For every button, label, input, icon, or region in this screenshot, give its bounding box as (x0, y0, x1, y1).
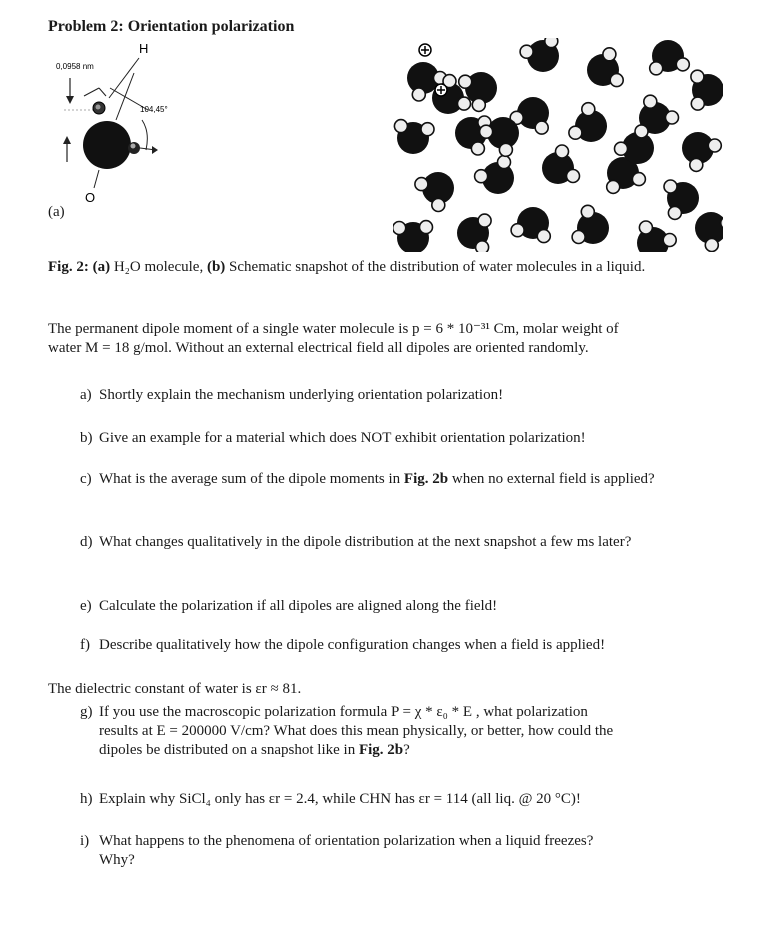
hydrogen-atom (572, 231, 585, 244)
question-text: Shortly explain the mechanism underlying orientation polarization! (99, 387, 504, 403)
hydrogen-atom (458, 97, 471, 110)
hydrogen-atom (705, 239, 718, 252)
hydrogen-atom (476, 241, 489, 252)
question-e (80, 597, 740, 616)
question-label: h) (80, 791, 93, 807)
hydrogen-atom (581, 205, 594, 218)
caption-part-a: (a) (92, 259, 111, 275)
hydrogen-atom (639, 221, 652, 234)
hydrogen-atom (459, 75, 472, 88)
hydrogen-label: H (139, 41, 149, 56)
question-i-line-1: What happens to the phenomena of orientation polarization when a liquid freezes? (99, 833, 594, 849)
question-label: c) (80, 471, 92, 487)
bond-angle-label: 104,45° (140, 105, 168, 114)
hydrogen-atom (632, 173, 645, 186)
hydrogen-atom (475, 170, 488, 183)
figure-reference: Fig. 2b (403, 471, 449, 487)
hydrogen-atom (615, 142, 628, 155)
figure-panel-label-a: (a) (48, 204, 65, 220)
question-g-line-3-text: dipoles be distributed on a snapshot like in (99, 742, 356, 758)
problem-title: Problem 2: Orientation polarization (48, 18, 295, 35)
hydrogen-atom (537, 230, 550, 243)
question-label: b) (80, 430, 93, 446)
intro-paragraph (48, 320, 740, 358)
hydrogen-atom (511, 224, 524, 237)
hydrogen-atom (480, 125, 493, 138)
figure-caption (48, 258, 740, 277)
caption-text-a: H₂O molecule, (113, 259, 204, 275)
question-d (80, 533, 740, 552)
question-label: i) (80, 833, 90, 849)
hydrogen-atom (535, 121, 548, 134)
oxygen-label: O (85, 190, 96, 205)
hydrogen-atom (432, 199, 445, 212)
hydrogen-atom (478, 214, 491, 227)
hydrogen-atom (420, 221, 433, 234)
hydrogen-atom (664, 180, 677, 193)
hydrogen-atom (650, 62, 663, 75)
question-i (80, 832, 740, 870)
hydrogen-atom (545, 38, 558, 48)
hydrogen-atom (394, 120, 407, 133)
caption-label: Fig. 2: (48, 259, 89, 275)
hydrogen-atom (666, 111, 679, 124)
hydrogen-atom (569, 126, 582, 139)
question-label: a) (80, 387, 92, 403)
hydrogen-atom (691, 70, 704, 83)
question-b (80, 429, 740, 448)
question-text: Describe qualitatively how the dipole configuration changes when a field is applied! (99, 637, 606, 653)
hydrogen-atom (499, 143, 512, 156)
question-label: f) (80, 637, 90, 653)
question-text: Explain why SiCl₄ only has εr = 2.4, while CHN has εr = 114 (all liq. @ 20 °C)! (99, 791, 581, 807)
hydrogen-atom (690, 158, 703, 171)
question-label: g) (80, 704, 93, 720)
dielectric-constant-text: The dielectric constant of water is εr ≈ 81. (48, 681, 302, 697)
question-text: Give an example for a material which does NOT exhibit orientation polarization! (99, 430, 586, 446)
figure-reference: Fig. 2b (358, 742, 404, 758)
hydrogen-atom (472, 98, 485, 111)
question-f (80, 636, 740, 655)
hydrogen-atom (607, 180, 620, 193)
hydrogen-atom (567, 170, 580, 183)
water-molecule-figure (44, 40, 214, 220)
question-c (80, 470, 740, 489)
question-text-cont: when no external field is applied? (451, 471, 655, 487)
hydrogen-atom (668, 206, 681, 219)
question-g-line-3-end: ? (403, 742, 410, 758)
hydrogen-atom (421, 123, 434, 136)
hydrogen-atom (691, 97, 704, 110)
hydrogen-atom (603, 48, 616, 61)
hydrogen-atom (412, 88, 425, 101)
question-text: What changes qualitatively in the dipole distribution at the next snapshot a few ms later? (99, 534, 632, 550)
bond-length-label: 0,0958 nm (56, 62, 94, 71)
hydrogen-atom (582, 103, 595, 116)
hydrogen-atom (663, 234, 676, 247)
question-g-line-2: results at E = 200000 V/cm? What does this mean physically, or better, how could the (99, 723, 614, 739)
hydrogen-atom (520, 45, 533, 58)
question-h (80, 790, 740, 809)
hydrogen-atom (610, 74, 623, 87)
water-molecules (393, 38, 723, 252)
intro-line-2: water M = 18 g/mol. Without an external electrical field all dipoles are oriented randomly. (48, 340, 589, 356)
hydrogen-atom (556, 145, 569, 158)
caption-text-b: Schematic snapshot of the distribution of water molecules in a liquid. (229, 259, 646, 275)
question-i-line-2: Why? (99, 852, 135, 868)
water-distribution-figure (393, 38, 723, 252)
question-g (80, 703, 740, 760)
question-label: e) (80, 598, 92, 614)
hydrogen-atom (498, 156, 511, 169)
hydrogen-atom (676, 58, 689, 71)
hydrogen-atom (708, 139, 721, 152)
hydrogen-atom (415, 178, 428, 191)
caption-part-b: (b) (206, 259, 226, 275)
hydrogen-atom (471, 142, 484, 155)
question-text: What is the average sum of the dipole moments in (99, 471, 401, 487)
hydrogen-atom (635, 125, 648, 138)
hydrogen-atom (644, 95, 657, 108)
question-a (80, 386, 740, 405)
question-label: d) (80, 534, 93, 550)
hydrogen-atom (393, 222, 406, 235)
question-g-line-3 (80, 741, 740, 760)
question-g-line-1: If you use the macroscopic polarization formula P = χ * ε₀ * E , what polarization (99, 704, 588, 720)
intro-line-1: The permanent dipole moment of a single water molecule is p = 6 * 10⁻³¹ Cm, molar weight of (48, 321, 619, 337)
question-text: Calculate the polarization if all dipoles are aligned along the field! (99, 598, 498, 614)
